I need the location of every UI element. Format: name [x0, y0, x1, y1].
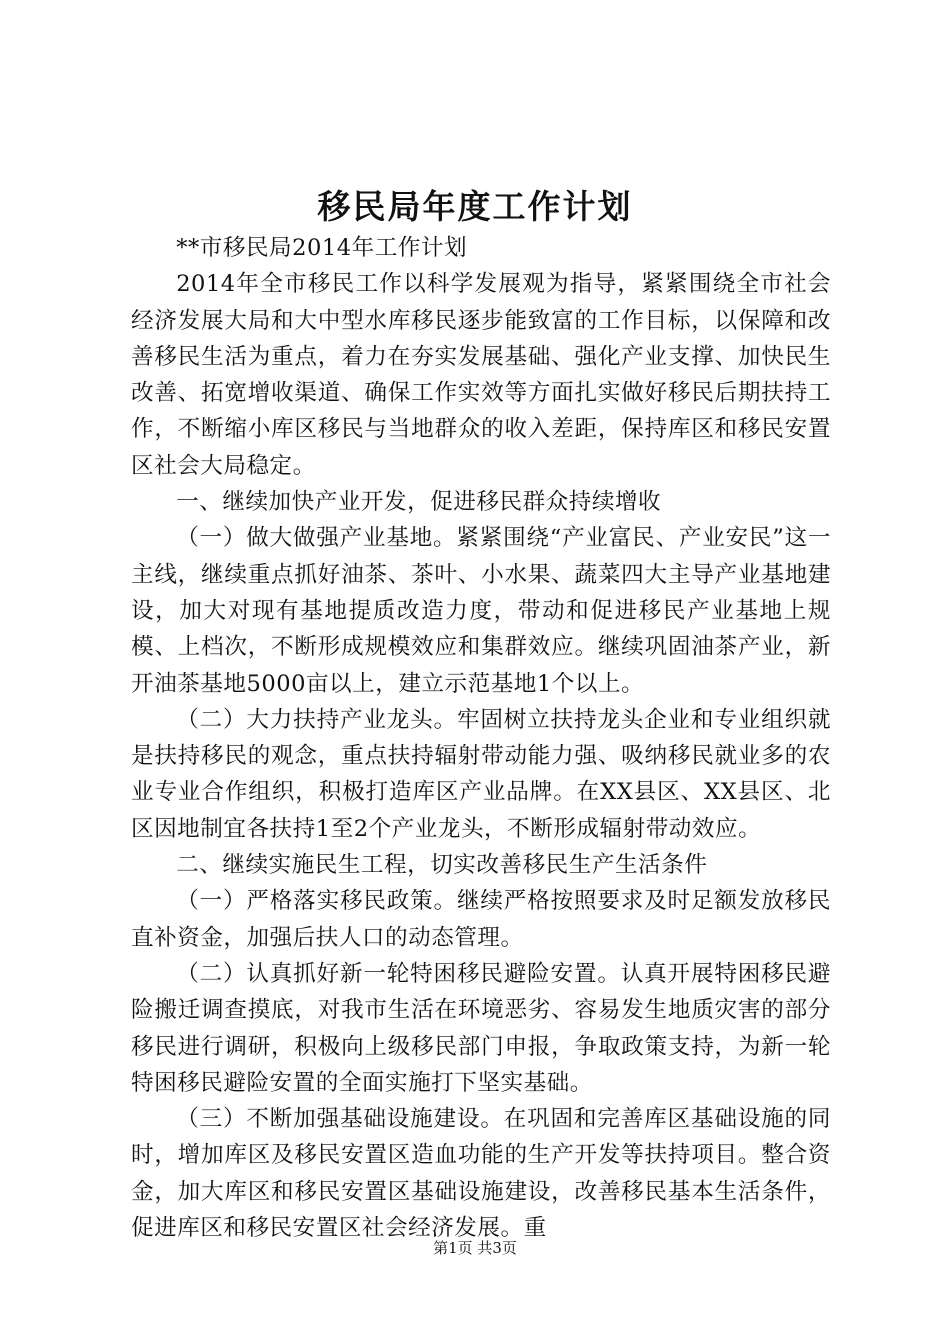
intro-paragraph: 2014年全市移民工作以科学发展观为指导，紧紧围绕全市社会经济发展大局和大中型水库移民逐步能致富的工作目标，以保障和改善移民生活为重点，着力在夯实发展基础、强化产业支撑、加快民生改善、拓宽增收渠道、确保工作实效等方面扎实做好移民后期扶持工作，不断缩小库区移民与当地群众的收入差距，保持库区和移民安置区社会大局稳定。 [131, 271, 831, 479]
body-paragraph: （三）不断加强基础设施建设。在巩固和完善库区基础设施的同时，增加库区及移民安置区造血功能的生产开发等扶持项目。整合资金，加大库区和移民安置区基础设施建设，改善移民基本生活条件，促进库区和移民安置区社会经济发展。重 [131, 1106, 831, 1242]
body-paragraph: （二）大力扶持产业龙头。牢固树立扶持龙头企业和专业组织就是扶持移民的观念，重点扶持辐射带动能力强、吸纳移民就业多的农业专业合作组织，积极打造库区产业品牌。在XX县区、XX县区、北区因地制宜各扶持1至2个产业龙头，不断形成辐射带动效应。 [131, 706, 831, 842]
section-heading-2: 二、继续实施民生工程，切实改善移民生产生活条件 [176, 852, 708, 879]
section-heading-1: 一、继续加快产业开发，促进移民群众持续增收 [176, 489, 662, 516]
body-paragraph: （一）做大做强产业基地。紧紧围绕“产业富民、产业安民”这一主线，继续重点抓好油茶、茶叶、小水果、蔬菜四大主导产业基地建设，加大对现有基地提质改造力度，带动和促进移民产业基地上规模、上档次，不断形成规模效应和集群效应。继续巩固油茶产业，新开油茶基地5000亩以上，建立示范基地1个以上。 [131, 525, 831, 697]
body-paragraph: （二）认真抓好新一轮特困移民避险安置。认真开展特困移民避险搬迁调查摸底，对我市生活在环境恶劣、容易发生地质灾害的部分移民进行调研，积极向上级移民部门申报，争取政策支持，为新一轮特困移民避险安置的全面实施打下坚实基础。 [131, 960, 831, 1096]
document-body [131, 230, 831, 1246]
document-title: 移民局年度工作计划 [317, 187, 633, 226]
body-paragraph: （一）严格落实移民政策。继续严格按照要求及时足额发放移民直补资金，加强后扶人口的动态管理。 [131, 888, 831, 951]
subtitle-paragraph: **市移民局2014年工作计划 [176, 235, 468, 261]
page-number-footer: 第1页 共3页 [433, 1239, 517, 1257]
